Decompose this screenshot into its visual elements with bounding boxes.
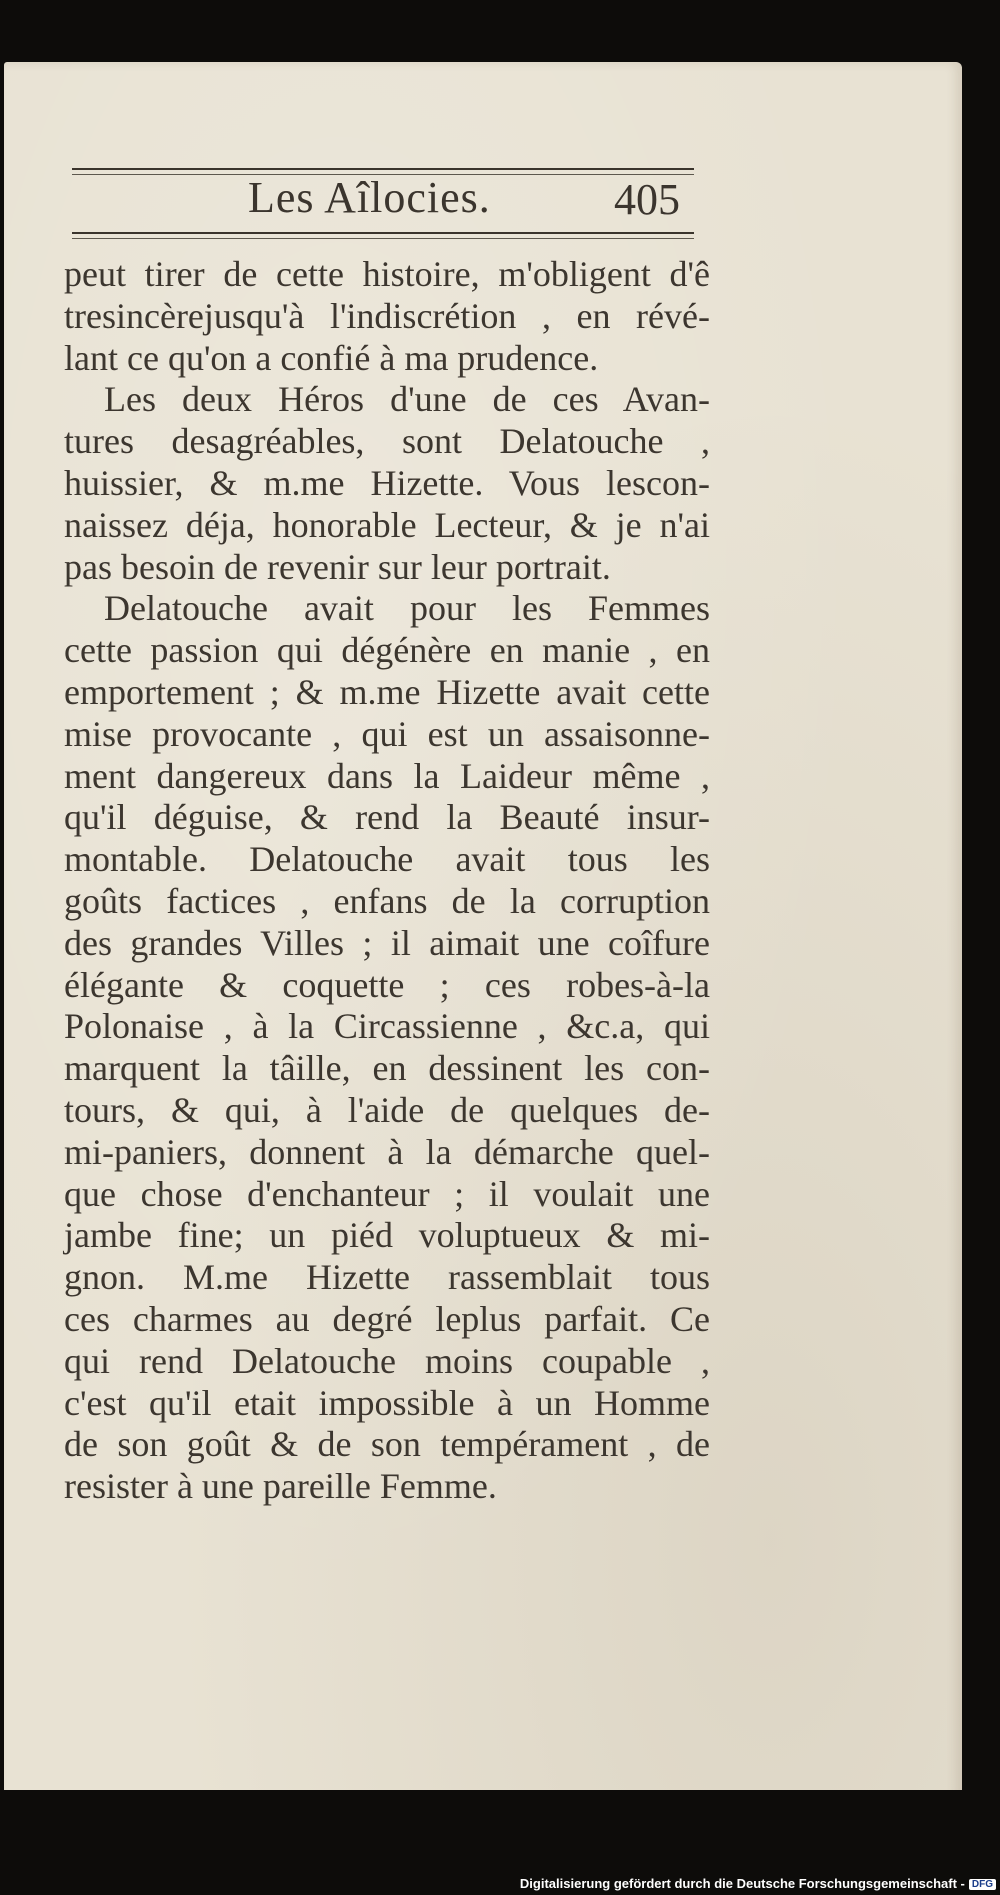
text-line: tours, & qui, à l'aide de quelques de- bbox=[64, 1089, 710, 1130]
text-line: de son goût & de son tempérament , de bbox=[64, 1424, 710, 1465]
text-line: Delatouche avait pour les Femmes bbox=[104, 588, 710, 629]
text-line: ment dangereux dans la Laideur même , bbox=[64, 755, 710, 796]
text-line: mi-paniers, donnent à la démarche quel- bbox=[64, 1131, 710, 1172]
text-line: goûts factices , enfans de la corruption bbox=[64, 880, 710, 921]
text-line: gnon. M.me Hizette rassemblait tous bbox=[64, 1257, 710, 1298]
text-line: jambe fine; un piéd voluptueux & mi- bbox=[64, 1215, 710, 1256]
text-line: c'est qu'il etait impossible à un Homme bbox=[64, 1382, 710, 1423]
text-line: des grandes Villes ; il aimait une coîfure bbox=[64, 922, 710, 963]
text-line: ces charmes au degré leplus parfait. Ce bbox=[64, 1298, 710, 1339]
text-line: montable. Delatouche avait tous les bbox=[64, 839, 710, 880]
text-line: élégante & coquette ; ces robes-à-la bbox=[64, 964, 710, 1005]
running-title: Les Aîlocies. bbox=[248, 173, 491, 222]
text-line: Polonaise , à la Circassienne , &c.a, qui bbox=[64, 1006, 710, 1047]
body-text bbox=[64, 254, 710, 1508]
text-line: tresincèrejusqu'à l'indiscrétion , en révé- bbox=[64, 295, 710, 336]
header-rule-top bbox=[72, 168, 694, 170]
text-line: emportement ; & m.me Hizette avait cette bbox=[64, 671, 710, 712]
text-line: resister à une pareille Femme. bbox=[64, 1466, 497, 1507]
dfg-logo-icon: DFG bbox=[969, 1879, 996, 1890]
text-line: tures desagréables, sont Delatouche , bbox=[64, 421, 710, 462]
text-line: peut tirer de cette histoire, m'obligent d'ê bbox=[64, 254, 710, 294]
text-line: qu'il déguise, & rend la Beauté insur- bbox=[64, 797, 710, 838]
header-rule-bottom-thin bbox=[72, 238, 694, 239]
text-line: qui rend Delatouche moins coupable , bbox=[64, 1340, 710, 1381]
credit-text: Digitalisierung gefördert durch die Deutsche Forschungsgemeinschaft - bbox=[519, 1876, 965, 1891]
text-line: que chose d'enchanteur ; il voulait une bbox=[64, 1173, 710, 1214]
text-line: cette passion qui dégénère en manie , en bbox=[64, 630, 710, 671]
text-line: marquent la tâille, en dessinent les con- bbox=[64, 1048, 710, 1089]
text-line: mise provocante , qui est un assaisonne- bbox=[64, 713, 710, 754]
text-line: naissez déja, honorable Lecteur, & je n'ai bbox=[64, 504, 710, 545]
page-number: 405 bbox=[614, 175, 680, 224]
text-line: Les deux Héros d'une de ces Avan- bbox=[104, 379, 710, 420]
digitization-credit bbox=[520, 1876, 996, 1891]
text-line: huissier, & m.me Hizette. Vous lescon- bbox=[64, 462, 710, 503]
text-line: lant ce qu'on a confié à ma prudence. bbox=[64, 337, 599, 378]
header-rule-bottom bbox=[72, 232, 694, 234]
text-line: pas besoin de revenir sur leur portrait. bbox=[64, 546, 611, 587]
